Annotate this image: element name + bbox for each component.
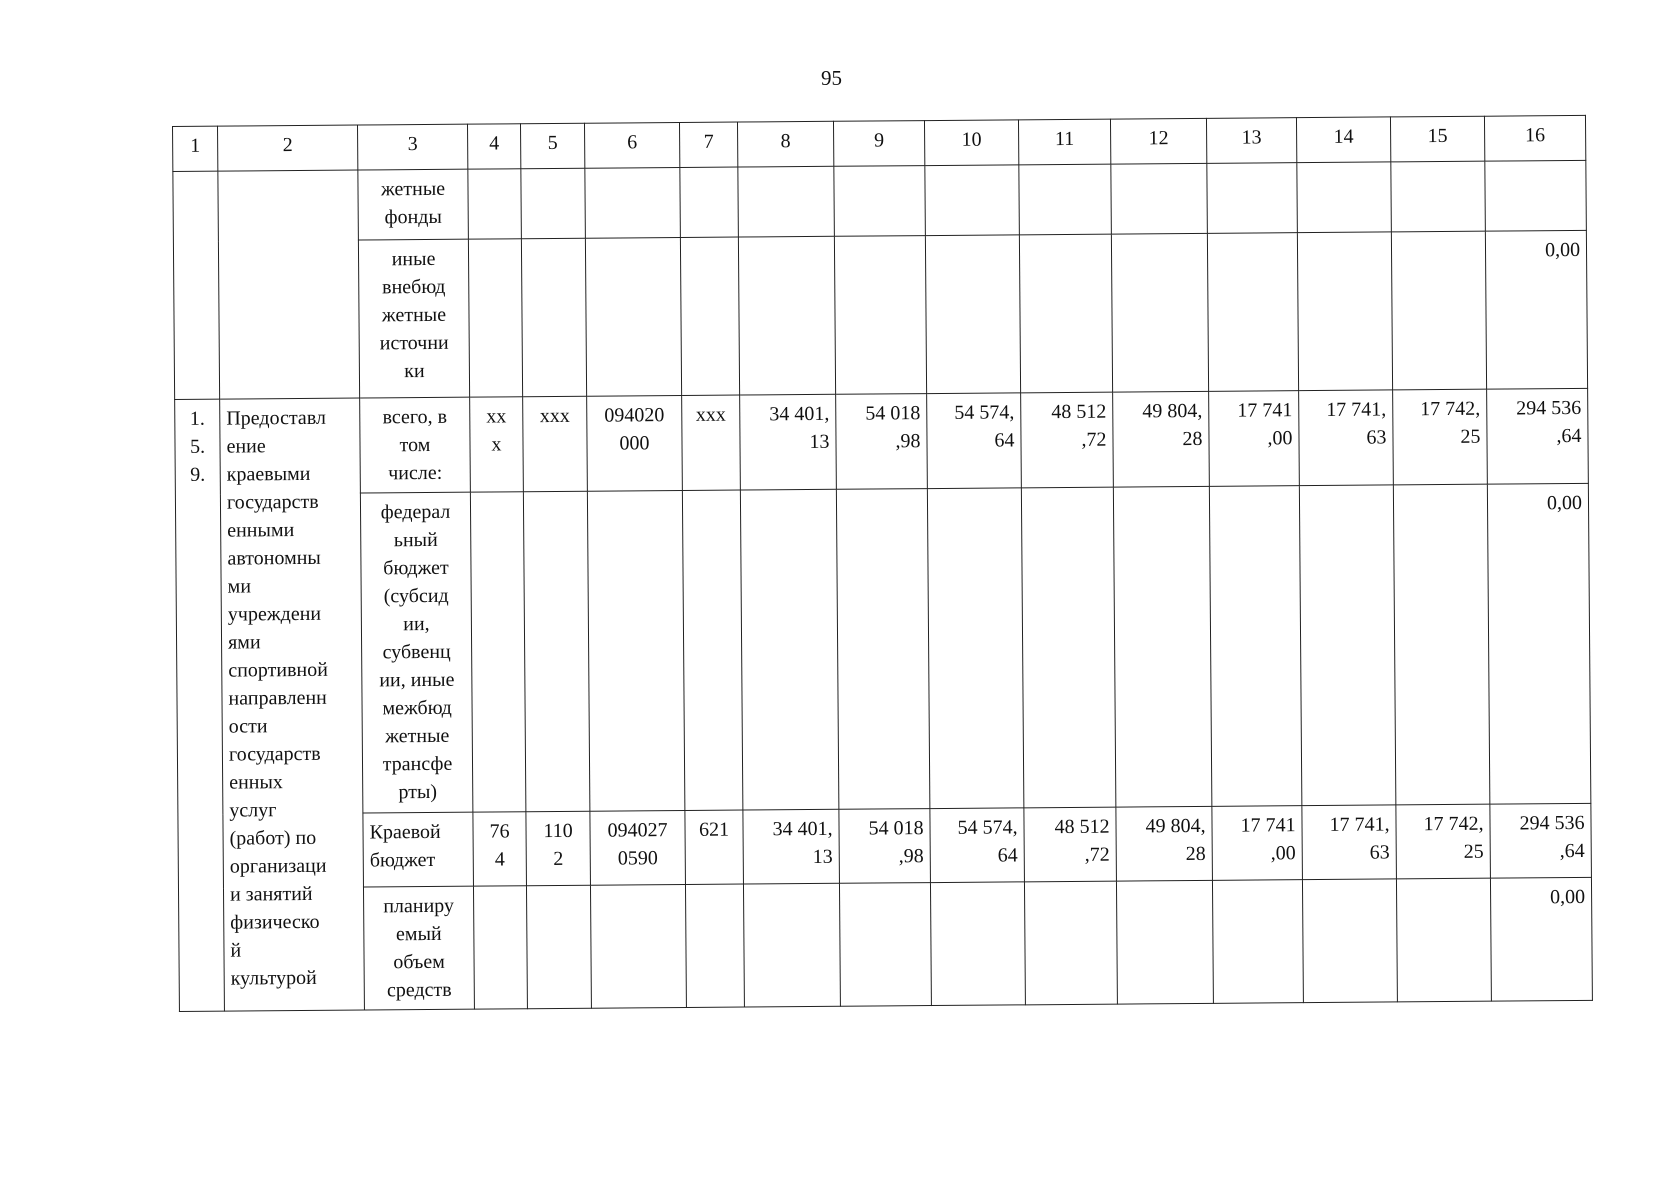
cell-value: хх х	[470, 397, 524, 492]
cell-value: ххх	[682, 395, 741, 490]
total-value: 0,00	[1490, 877, 1592, 1001]
table-row	[173, 160, 1587, 241]
col-header: 11	[1018, 119, 1110, 165]
cell-value: 54 018 ,98	[836, 394, 928, 490]
cell-value: 294 536 ,64	[1487, 388, 1589, 484]
cell-value: 49 804, 28	[1113, 391, 1210, 487]
cell-value: 48 512 ,72	[1021, 392, 1114, 488]
cell-value: 34 401, 13	[740, 394, 837, 490]
empty-cell	[218, 170, 360, 399]
col-header: 3	[357, 124, 467, 170]
cell-value: 094020 000	[587, 396, 683, 492]
item-number: 1. 5. 9.	[175, 399, 225, 1011]
cell-value: 49 804, 28	[1116, 806, 1213, 881]
col-header: 1	[173, 126, 218, 171]
item-name: Предоставл ение краевыми государств енными автономны ми учреждени ями спортивной направленн ости государств енных услуг (работ) по организаци и занятий физическо й культурой	[220, 398, 365, 1011]
total-value: 0,00	[1485, 230, 1587, 389]
page-number: 95	[821, 66, 842, 90]
cell-value: 294 536 ,64	[1490, 803, 1592, 878]
source-label: всего, в том числе:	[360, 397, 471, 493]
source-label: иные внебюд жетные источни ки	[358, 239, 469, 398]
cell-value: 621	[685, 810, 744, 884]
source-label: планиру емый объем средств	[363, 886, 474, 1010]
cell-value: 110 2	[526, 811, 591, 886]
col-header: 6	[584, 123, 679, 169]
cell-value: 17 741 ,00	[1209, 391, 1300, 487]
cell-value: 17 741 ,00	[1212, 806, 1303, 881]
cell-value: 17 741, 63	[1299, 390, 1394, 486]
cell-value: ххх	[523, 396, 588, 491]
table-row	[173, 230, 1587, 399]
table-row	[175, 483, 1590, 814]
col-header: 12	[1110, 118, 1206, 164]
cell-value: 54 574, 64	[927, 393, 1022, 489]
program-table	[172, 115, 1593, 1012]
col-header: 9	[833, 121, 924, 167]
cell-value: 17 742, 25	[1393, 389, 1488, 485]
empty-cell	[173, 171, 220, 399]
col-header: 13	[1206, 118, 1296, 164]
total-value: 0,00	[1487, 483, 1591, 804]
col-header: 8	[737, 121, 833, 167]
table-row	[178, 877, 1592, 1011]
cell-value: 17 741, 63	[1302, 805, 1397, 880]
col-header: 7	[679, 122, 737, 167]
cell-value: 54 574, 64	[930, 808, 1025, 883]
cell-value: 094027 0590	[590, 810, 686, 885]
table-row	[175, 388, 1589, 494]
cell-value: 34 401, 13	[743, 809, 840, 884]
source-label: Краевой бюджет	[363, 812, 474, 887]
cell-value: 76 4	[473, 812, 527, 886]
col-header: 16	[1484, 115, 1585, 161]
col-header: 10	[924, 120, 1018, 166]
source-label: жетные фонды	[358, 169, 469, 240]
cell-value: 48 512 ,72	[1024, 807, 1117, 882]
total-value	[1485, 160, 1587, 231]
cell-value: 17 742, 25	[1396, 804, 1491, 879]
cell-value: 54 018 ,98	[839, 809, 931, 884]
col-header: 2	[218, 125, 358, 171]
col-header: 4	[467, 124, 520, 169]
table-row	[178, 803, 1592, 888]
source-label: федерал ьный бюджет (субсид ии, субвенц ии, иные межбюд жетные трансфе рты)	[360, 492, 473, 813]
col-header: 15	[1390, 116, 1484, 162]
col-header: 14	[1296, 117, 1390, 163]
col-header: 5	[520, 123, 584, 169]
